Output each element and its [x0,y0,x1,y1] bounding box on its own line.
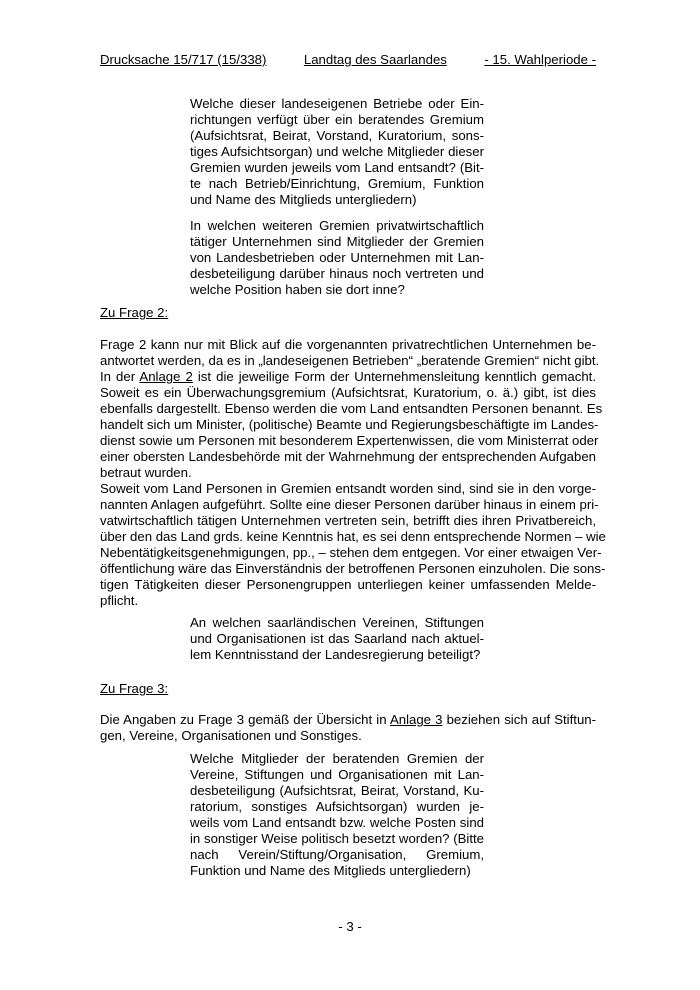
text-line: Funktion und Name des Mitglieds untergliedern) [190,863,471,878]
text-fragment: Die Angaben zu Frage 3 gemäß der Übersicht in [100,712,390,727]
text-line: dienst sowie um Personen mit besonderem Expertenwissen, die vom Ministerrat oder [100,433,599,448]
text-line: in sonstiger Weise politisch besetzt worden? (Bitte [190,831,484,846]
text-line: handelt sich um Minister, (politische) Beamte und Regierungsbeschäftigte im Landes- [100,417,599,432]
text-line: Soweit vom Land Personen in Gremien entsandt worden sind, sind sie in den vorge- [100,481,596,496]
text-line: betraut wurden. [100,465,192,480]
anlage-3-link[interactable]: Anlage 3 [389,712,443,727]
text-line: tiges Aufsichtsorgan) und welche Mitglieder dieser [190,144,484,159]
text-line: Gremien wurden jeweils vom Land entsandt? (Bit- [190,160,484,175]
text-line: te nach Betrieb/Einrichtung, Gremium, Funktion [190,176,484,191]
text-line: Soweit es ein Überwachungsgremium (Aufsichtsrat, Kuratorium, o. ä.) gibt, ist dies [100,385,596,400]
text-line: desbeteiligung darüber hinaus noch vertreten und [190,266,484,281]
text-line: welche Position haben sie dort inne? [190,282,405,297]
text-line: nannten Anlagen aufgeführt. Sollte eine dieser Personen darüber hinaus in einem pri- [100,497,599,512]
text-line: desbeteiligung (Aufsichtsrat, Beirat, Vorstand, Ku- [190,783,484,798]
text-line: über den das Land grds. keine Kenntnis hat, es sei denn entsprechende Normen – wie [100,529,606,544]
question-1b [190,218,484,298]
text-line: weils vom Land entsandt bzw. welche Posten sind [190,815,484,830]
text-line: (Aufsichtsrat, Beirat, Vorstand, Kuratorium, sons- [190,128,484,143]
text-line: Nebentätigkeitsgenehmigungen, pp., – stehen dem entgegen. Vor einer etwaigen Ver- [100,545,602,560]
question-1a [190,96,484,208]
parliament-name: Landtag des Saarlandes [303,52,447,67]
answer-2-paragraph-2 [100,481,606,609]
text-fragment: beziehen sich auf Stiftun- [442,712,596,727]
text-line: In welchen weiteren Gremien privatwirtschaftlich [190,218,484,233]
heading-frage-2: Zu Frage 2: [100,305,169,320]
page-header [100,52,596,68]
question-3 [190,615,484,663]
text-line: vatwirtschaftlich tätigen Unternehmen vertreten sein, betrifft dies ihren Privatbereich, [100,513,596,528]
document-number: Drucksache 15/717 (15/338) [100,52,267,67]
text-line: ebenfalls dargestellt. Ebenso werden die vom Land entsandten Personen benannt. Es [100,401,603,416]
heading-frage-3: Zu Frage 3: [100,681,169,696]
page-number: - 3 - [338,919,362,934]
text-line: lem Kenntnisstand der Landesregierung beteiligt? [190,647,481,662]
question-4 [190,751,484,879]
text-line: tätiger Unternehmen sind Mitglieder der Gremien [190,234,484,249]
text-line: richtungen verfügt über ein beratendes Gremium [190,112,484,127]
text-fragment: In der [100,369,140,384]
text-line: nach Verein/Stiftung/Organisation, Gremium, [190,847,484,862]
text-line: und Name des Mitglieds untergliedern) [190,192,417,207]
answer-3 [100,712,596,744]
text-line: gen, Vereine, Organisationen und Sonstiges. [100,728,362,743]
text-line: Frage 2 kann nur mit Blick auf die vorgenannten privatrechtlichen Unternehmen be- [100,337,596,352]
text-line: Welche Mitglieder der beratenden Gremien der [190,751,484,766]
text-line: und Organisationen ist das Saarland nach aktuel- [190,631,484,646]
text-line: von Landesbetrieben oder Unternehmen mit Lan- [190,250,484,265]
text-line [100,369,596,385]
text-line: An welchen saarländischen Vereinen, Stiftungen [190,615,484,630]
text-line: tigen Tätigkeiten dieser Personengruppen unterliegen keiner umfassenden Melde- [100,577,596,592]
anlage-2-link[interactable]: Anlage 2 [139,369,193,384]
text-line: einer obersten Landesbehörde mit der Wahrnehmung der entsprechenden Aufgaben [100,449,596,464]
text-line [100,712,596,728]
text-line: antwortet werden, da es in „landeseigenen Betrieben“ „beratende Gremien“ nicht gibt. [100,353,600,368]
text-fragment: ist die jeweilige Form der Unternehmensleitung kenntlich gemacht. [192,369,596,384]
text-line: Welche dieser landeseigenen Betriebe oder Ein- [190,96,484,111]
text-line: Vereine, Stiftungen und Organisationen mit Lan- [190,767,484,782]
answer-2-paragraph-1 [100,337,603,481]
legislative-period: - 15. Wahlperiode - [484,52,596,67]
text-line: pflicht. [100,593,139,608]
text-line: ratorium, sonstiges Aufsichtsorgan) wurden je- [190,799,484,814]
text-line: öffentlichung wäre das Einverständnis der betroffenen Personen einzuholen. Die sons- [100,561,606,576]
